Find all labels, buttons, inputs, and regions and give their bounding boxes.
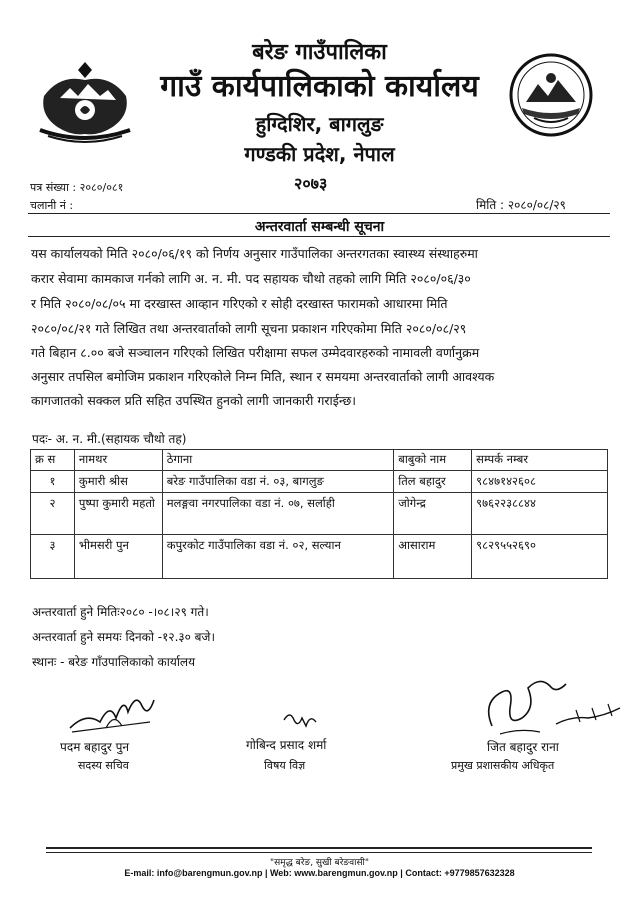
table-cell: कुमारी श्रीस	[74, 471, 162, 493]
notice-body-line: कागजातको सक्कल प्रति सहित उपस्थित हुनको लागी जानकारी गराईन्छ।	[31, 393, 356, 408]
column-header: सम्पर्क नम्बर	[472, 450, 608, 471]
letter-date: मिति : २०८०/०८/२९	[476, 198, 566, 212]
province-name: गण्डकी प्रदेश, नेपाल	[244, 142, 395, 166]
government-emblem-icon	[30, 56, 140, 146]
table-cell: आसाराम	[394, 535, 472, 579]
office-title: गाउँ कार्यपालिकाको कार्यालय	[160, 69, 479, 104]
table-cell: जोगेन्द्र	[394, 493, 472, 535]
signature-icon	[66, 682, 158, 738]
table-cell: तिल बहादुर	[394, 471, 472, 493]
table-cell: कपुरकोट गाउँपालिका वडा नं. ०२, सल्यान	[162, 535, 393, 579]
table-cell: ३	[31, 535, 75, 579]
signatory-role: विषय विज्ञ	[264, 759, 306, 772]
interview-date: अन्तरवार्ता हुने मितिः२०८० -।०८।२९ गते।	[32, 605, 209, 619]
letter-number: पत्र संख्या : २०८०/०८१	[30, 181, 124, 194]
table-cell: मलङ्गवा नगरपालिका वडा नं. ०७, सर्लाही	[162, 493, 393, 535]
table-cell: १	[31, 471, 75, 493]
notice-body-line: २०८०/०८/२१ गते लिखित तथा अन्तरवार्ताको लागी सूचना प्रकाशन गरिएकोमा मिति २०८०/०८/२९	[31, 321, 467, 336]
column-header: ठेगाना	[162, 450, 393, 471]
handwritten-number: २०७३	[294, 174, 328, 193]
municipality-logo-icon	[508, 52, 594, 138]
notice-body-line: गते बिहान ८.०० बजे सञ्चालन गरिएको लिखित परीक्षामा सफल उम्मेदवारहरुको नामावली वर्णानुक्रम	[31, 345, 480, 360]
notice-body-line: करार सेवामा कामकाज गर्नको लागि अ. न. मी. पद सहायक चौथो तहको लागि मिति २०८०/०६/३०	[31, 271, 471, 286]
interview-venue: स्थानः - बरेङ गाँउपालिकाको कार्यालय	[32, 655, 196, 669]
table-header-row	[31, 450, 608, 471]
table-cell: पुष्पा कुमारी महतो	[74, 493, 162, 535]
signatory-name: गोबिन्द प्रसाद शर्मा	[246, 738, 327, 752]
municipality-name: बरेङ गाउँपालिका	[252, 40, 387, 65]
office-address: हुग्दिशिर, बागलुङ	[255, 112, 384, 136]
divider	[46, 847, 592, 849]
signatory-role: सदस्य सचिव	[78, 759, 129, 772]
table-cell: बरेङ गाउँपालिका वडा नं. ०३, बागलुङ	[162, 471, 393, 493]
table-row	[31, 471, 608, 493]
divider	[46, 852, 592, 853]
table-cell: २	[31, 493, 75, 535]
signatory-name: पदम बहादुर पुन	[60, 740, 130, 754]
signature-icon	[280, 706, 320, 732]
notice-body-line: र मिति २०८०/०८/०५ मा दरखास्त आव्हान गरिएको र सोही दरखास्त फारामको आधारमा मिति	[31, 296, 448, 311]
table-cell: ९८४७१४२६०८	[472, 471, 608, 493]
table-cell: ९७६२२३८८४४	[472, 493, 608, 535]
signatory-role: प्रमुख प्रशासकीय अधिकृत	[451, 759, 555, 772]
column-header: बाबुको नाम	[394, 450, 472, 471]
post-label: पदः- अ. न. मी.(सहायक चौथो तह)	[32, 432, 187, 446]
slogan: "समृद्ध बरेङ, सुखी बरेङवासी"	[269, 858, 369, 868]
notice-body-line: यस कार्यालयको मिति २०८०/०६/१९ को निर्णय अनुसार गाउँपालिका अन्तरगतका स्वास्थ्य संस्थाहरुमा	[31, 246, 478, 261]
column-header: क्र स	[31, 450, 75, 471]
notice-body-line: अनुसार तपसिल बमोजिम प्रकाशन गरिएकोले निम्न मिति, स्थान र समयमा अन्तरवार्ताको लागी आवश्यक	[31, 369, 495, 384]
signatory-name: जित बहादुर राना	[487, 740, 559, 754]
table-cell: भीमसरी पुन	[74, 535, 162, 579]
signature-icon	[480, 668, 632, 744]
interview-time: अन्तरवार्ता हुने समयः दिनको -१२.३० बजे।	[32, 630, 215, 644]
column-header: नामथर	[74, 450, 162, 471]
divider	[28, 213, 610, 214]
candidate-table	[30, 449, 608, 579]
contact-info: E-mail: info@barengmun.gov.np | Web: www.barengmun.gov.np | Contact: +9779857632328	[124, 868, 515, 878]
table-row	[31, 535, 608, 579]
notice-title: अन्तरवार्ता सम्बन्धी सूचना	[254, 219, 385, 235]
table-row	[31, 493, 608, 535]
dispatch-number: चलानी नं :	[30, 199, 74, 212]
table-cell: ९८२९५५२६९०	[472, 535, 608, 579]
divider	[28, 236, 610, 237]
